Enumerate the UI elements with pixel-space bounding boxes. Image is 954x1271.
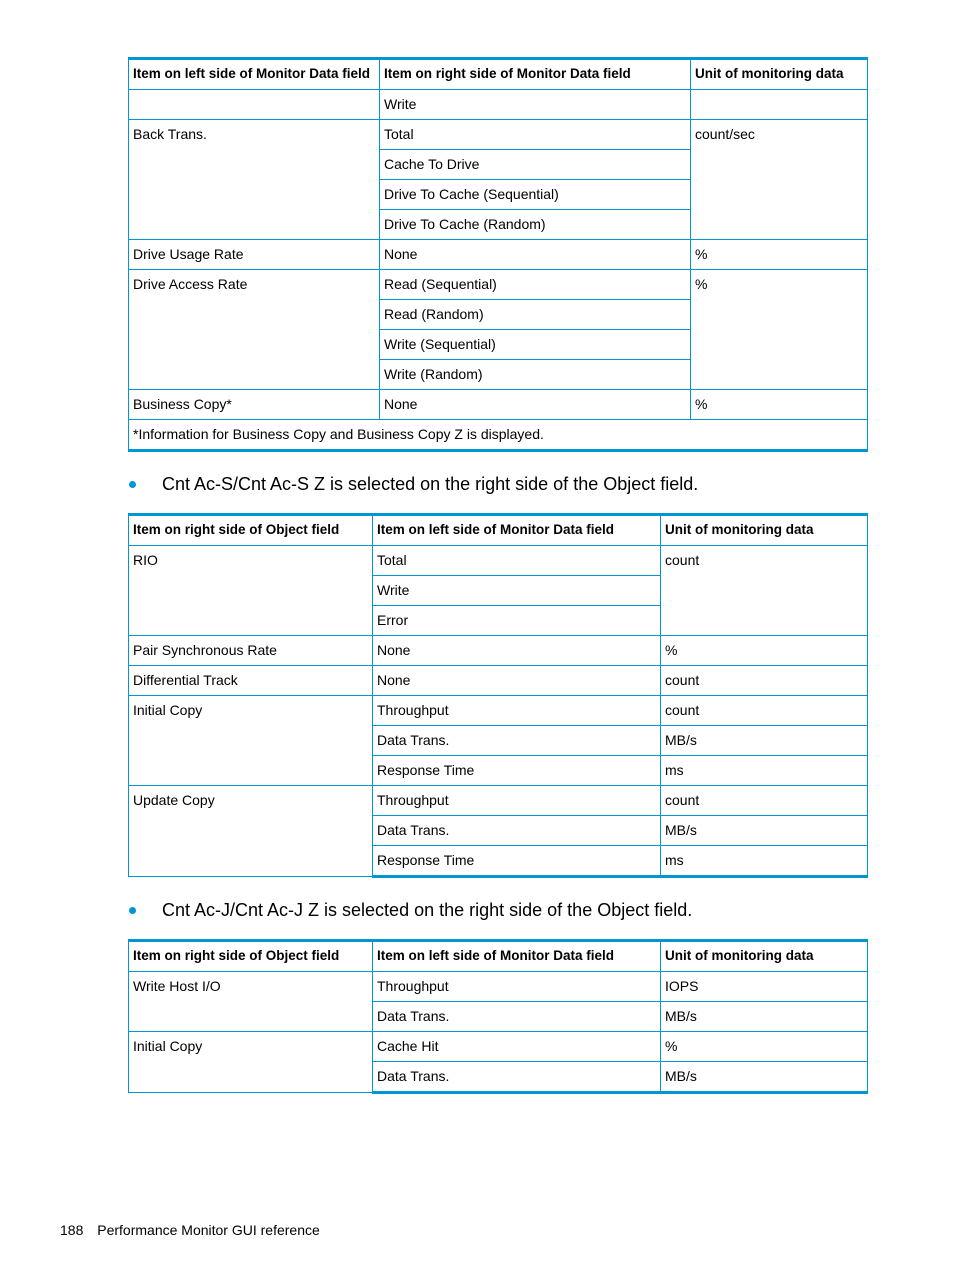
column-header: Unit of monitoring data	[661, 941, 868, 972]
table-cell: Total	[380, 120, 691, 150]
table-row	[129, 546, 868, 576]
table-row	[129, 666, 868, 696]
table-header-row	[129, 941, 868, 972]
table-cell: Total	[373, 546, 661, 576]
table-row	[129, 390, 868, 420]
table-row	[129, 90, 868, 120]
bullet-icon	[129, 481, 136, 488]
table-cell: %	[661, 636, 868, 666]
table-cell: Write	[373, 576, 661, 606]
table-cell: Data Trans.	[373, 1062, 661, 1093]
table-cell: Error	[373, 606, 661, 636]
table-header-row	[129, 59, 868, 90]
monitor-data-table-2	[128, 513, 868, 878]
page-footer	[60, 1222, 320, 1238]
table-row	[129, 696, 868, 726]
column-header: Item on left side of Monitor Data field	[129, 59, 380, 90]
table-row	[129, 786, 868, 816]
column-header: Unit of monitoring data	[661, 515, 868, 546]
table-cell: %	[691, 390, 868, 420]
table-cell: Data Trans.	[373, 726, 661, 756]
table-cell: RIO	[129, 546, 373, 636]
table-cell: Write (Sequential)	[380, 330, 691, 360]
table-cell: count	[661, 546, 868, 636]
page-number: 188	[60, 1222, 84, 1238]
table-cell: Read (Sequential)	[380, 270, 691, 300]
table-cell: count	[661, 666, 868, 696]
table-cell: %	[661, 1032, 868, 1062]
monitor-data-table-1	[128, 57, 868, 452]
table-cell: count	[661, 786, 868, 816]
table-cell: Data Trans.	[373, 816, 661, 846]
column-header: Item on left side of Monitor Data field	[373, 515, 661, 546]
bullet-text: Cnt Ac-S/Cnt Ac-S Z is selected on the right side of the Object field.	[162, 474, 699, 494]
table-row	[129, 270, 868, 300]
table-cell: Response Time	[373, 756, 661, 786]
table-cell: Drive Usage Rate	[129, 240, 380, 270]
column-header: Item on right side of Monitor Data field	[380, 59, 691, 90]
table-cell: Cache Hit	[373, 1032, 661, 1062]
table-cell: Initial Copy	[129, 1032, 373, 1093]
table-row	[129, 972, 868, 1002]
table-cell: MB/s	[661, 1062, 868, 1093]
table-cell	[129, 90, 380, 120]
table-cell: Pair Synchronous Rate	[129, 636, 373, 666]
table-cell: Throughput	[373, 696, 661, 726]
footer-title: Performance Monitor GUI reference	[97, 1222, 320, 1238]
table-cell: count	[661, 696, 868, 726]
table-cell: Data Trans.	[373, 1002, 661, 1032]
table-cell: Write Host I/O	[129, 972, 373, 1032]
table-cell: MB/s	[661, 726, 868, 756]
bullet-item	[128, 472, 698, 496]
table-cell: Write	[380, 90, 691, 120]
table-cell: Cache To Drive	[380, 150, 691, 180]
table-cell: Drive To Cache (Random)	[380, 210, 691, 240]
table-cell: None	[380, 240, 691, 270]
table-cell: None	[380, 390, 691, 420]
bullet-icon	[129, 907, 136, 914]
table-footnote: *Information for Business Copy and Business Copy Z is displayed.	[129, 420, 868, 451]
table-cell	[691, 90, 868, 120]
table-cell: IOPS	[661, 972, 868, 1002]
table-cell: ms	[661, 756, 868, 786]
table-cell: Response Time	[373, 846, 661, 877]
table-cell: Throughput	[373, 972, 661, 1002]
table-cell: MB/s	[661, 816, 868, 846]
table-row	[129, 1032, 868, 1062]
table-cell: Read (Random)	[380, 300, 691, 330]
table-cell: Throughput	[373, 786, 661, 816]
table-cell: Back Trans.	[129, 120, 380, 240]
bullet-item	[128, 898, 692, 922]
table-cell: ms	[661, 846, 868, 877]
column-header: Unit of monitoring data	[691, 59, 868, 90]
table-row	[129, 120, 868, 150]
monitor-data-table-3	[128, 939, 868, 1094]
table-header-row	[129, 515, 868, 546]
table-cell: Write (Random)	[380, 360, 691, 390]
table-cell: count/sec	[691, 120, 868, 240]
column-header: Item on right side of Object field	[129, 941, 373, 972]
bullet-text: Cnt Ac-J/Cnt Ac-J Z is selected on the right side of the Object field.	[162, 900, 693, 920]
table-cell: Initial Copy	[129, 696, 373, 786]
table-cell: %	[691, 270, 868, 390]
column-header: Item on right side of Object field	[129, 515, 373, 546]
table-cell: %	[691, 240, 868, 270]
table-cell: MB/s	[661, 1002, 868, 1032]
table-cell: None	[373, 666, 661, 696]
table-row	[129, 240, 868, 270]
table-row	[129, 636, 868, 666]
table-cell: Drive Access Rate	[129, 270, 380, 390]
table-cell: Drive To Cache (Sequential)	[380, 180, 691, 210]
table-cell: Update Copy	[129, 786, 373, 877]
table-cell: None	[373, 636, 661, 666]
table-footnote-row	[129, 420, 868, 451]
table-cell: Differential Track	[129, 666, 373, 696]
table-cell: Business Copy*	[129, 390, 380, 420]
column-header: Item on left side of Monitor Data field	[373, 941, 661, 972]
